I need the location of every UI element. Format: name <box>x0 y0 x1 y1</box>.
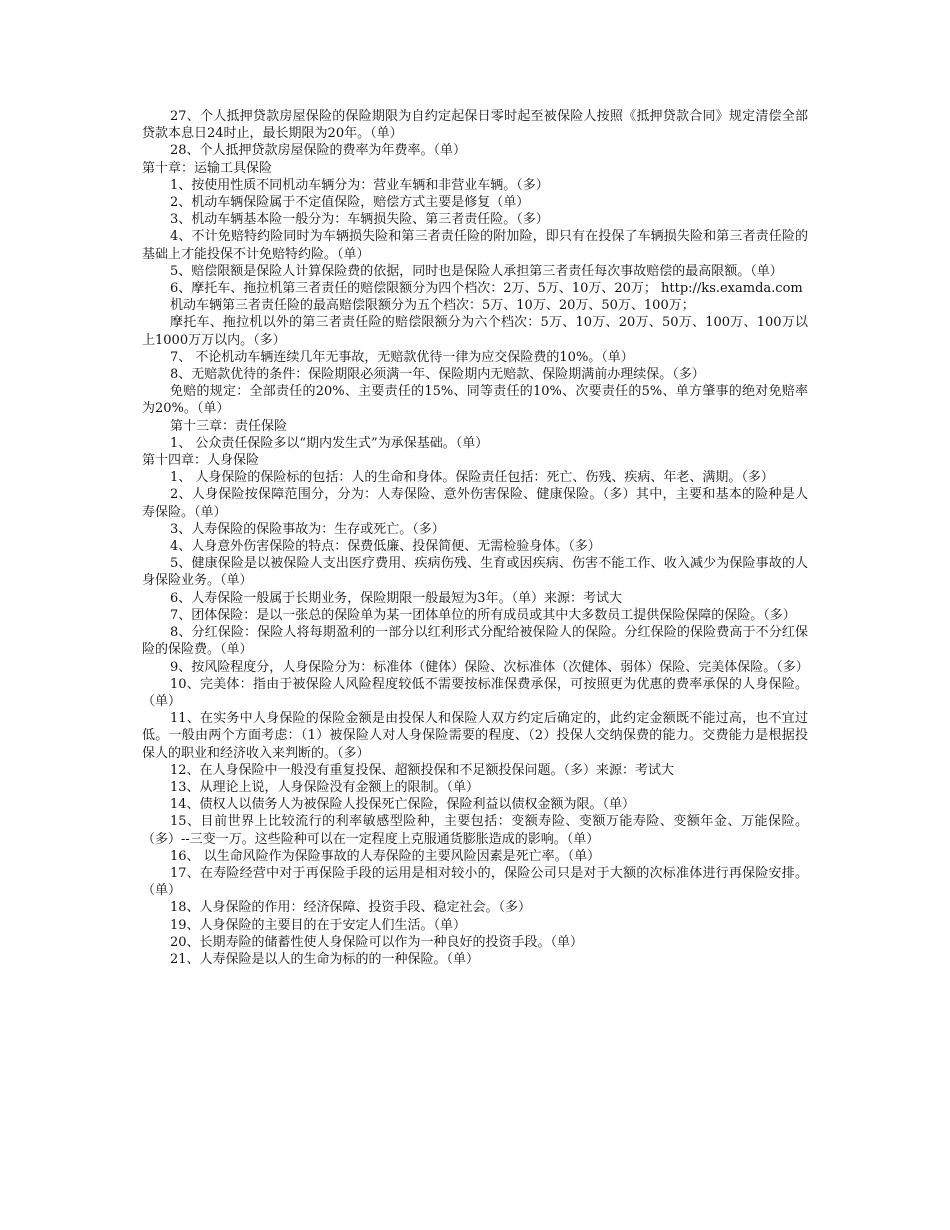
paragraph: 16、 以生命风险作为保险事故的人寿保险的主要风险因素是死亡率。（单） <box>170 848 601 864</box>
paragraph: 5、健康保险是以被保险人支出医疗费用、疾病伤残、生育或因疾病、伤害不能工作、收入减少为保险事故的人身保险业务。（单） <box>142 556 808 589</box>
paragraph: 2、机动车辆保险属于不定值保险，赔偿方式主要是修复（单） <box>170 195 530 211</box>
paragraph: 12、在人身保险中一般没有重复投保、超额投保和不足额投保问题。（多）来源：考试大 <box>170 762 675 778</box>
paragraph: 机动车辆第三者责任险的最高赔偿限额分为五个档次：5万、10万、20万、50万、100万； <box>170 298 695 314</box>
paragraph: 1、 公众责任保险多以“期内发生式”为承保基础。（单） <box>170 435 489 451</box>
paragraph: 8、分红保险：保险人将每期盈利的一部分以红利形式分配给被保险人的保险。分红保险的保险费高于不分红保险的保险费。（单） <box>142 625 808 658</box>
chapter-heading: 第十四章：人身保险 <box>142 453 260 469</box>
paragraph: 5、赔偿限额是保险人计算保险费的依据，同时也是保险人承担第三者责任每次事故赔偿的最高限额。（单） <box>170 263 783 279</box>
paragraph: 1、按使用性质不同机动车辆分为：营业车辆和非营业车辆。（多） <box>170 177 549 193</box>
paragraph: 14、债权人以债务人为被保险人投保死亡保险，保险利益以债权金额为限。（单） <box>170 797 636 813</box>
paragraph: 13、从理论上说，人身保险没有金额上的限制。（单） <box>170 779 480 795</box>
paragraph: 10、完美体：指由于被保险人风险程度较低不需要按标准保费承保，可按照更为优惠的费率承保的人身保险。（单） <box>142 676 808 709</box>
paragraph: 7、 不论机动车辆连续几年无事故，无赔款优待一律为应交保险费的10%。（单） <box>170 349 634 365</box>
paragraph: 18、人身保险的作用：经济保障、投资手段、稳定社会。（多） <box>170 900 532 916</box>
paragraph: 21、人寿保险是以人的生命为标的的一种保险。（单） <box>170 951 480 967</box>
chapter-heading: 第十章：运输工具保险 <box>142 160 273 176</box>
paragraph: 17、在寿险经营中对于再保险手段的运用是相对较小的，保险公司只是对于大额的次标准体进行再保险安排。（单） <box>142 865 808 899</box>
paragraph: 6、摩托车、拖拉机第三者责任的赔偿限额分为四个档次：2万、5万、10万、20万； http://ks.examda.com <box>170 281 803 297</box>
paragraph: 6、人寿保险一般属于长期业务，保险期限一般最短为3年。（单）来源：考试大 <box>170 590 623 606</box>
paragraph: 4、不计免赔特约险同时为车辆损失险和第三者责任险的附加险，即只有在投保了车辆损失险和第三者责任险的基础上才能投保不计免赔特约险。（单） <box>142 229 808 262</box>
paragraph: 9、按风险程度分，人身保险分为：标准体（健体）保险、次标准体（次健体、弱体）保险、完美体保险。（多） <box>170 659 809 675</box>
paragraph: 11、在实务中人身保险的保险金额是由投保人和保险人双方约定后确定的，此约定金额既不能过高，也不宜过低。一般由两个方面考虑：（1）被保险人对人身保险需要的程度、（2）投保人交纳保费的能力。交费能力是根据投保人的职业和经济收入来判断的。（多） <box>142 711 808 761</box>
paragraph: 4、人身意外伤害保险的特点：保费低廉、投保简便、无需检验身体。（多） <box>170 539 601 555</box>
paragraph: 8、无赔款优待的条件：保险期限必须满一年、保险期内无赔款、保险期满前办理续保。（多） <box>170 367 705 383</box>
paragraph: 28、个人抵押贷款房屋保险的费率为年费率。（单） <box>170 143 467 159</box>
paragraph: 免赔的规定：全部责任的20%、主要责任的15%、同等责任的10%、次要责任的5%、单方肇事的绝对免赔率为20%。（单） <box>142 384 808 417</box>
paragraph: 15、目前世界上比较流行的利率敏感型险种，主要包括：变额寿险、变额万能寿险、变额年金、万能保险。（多）--三变一万。这些险种可以在一定程度上克服通货膨胀造成的影响。（单） <box>142 814 808 847</box>
paragraph: 1、 人身保险的保险标的包括：人的生命和身体。保险责任包括：死亡、伤残、疾病、年老、满期。（多） <box>170 470 774 486</box>
document-body <box>142 108 808 968</box>
paragraph: 3、机动车辆基本险一般分为：车辆损失险、第三者责任险。（多） <box>170 212 549 228</box>
paragraph: 7、团体保险：是以一张总的保险单为某一团体单位的所有成员或其中大多数员工提供保险保障的保险。（多） <box>170 607 796 623</box>
paragraph: 摩托车、拖拉机以外的第三者责任险的赔偿限额分为六个档次：5万、10万、20万、50万、100万、100万以上1000万万以内。（多） <box>142 315 808 348</box>
paragraph: 3、人寿保险的保险事故为：生存或死亡。（多） <box>170 521 445 537</box>
paragraph: 19、人身保险的主要目的在于安定人们生活。（单） <box>170 917 467 933</box>
paragraph: 20、长期寿险的储蓄性使人身保险可以作为一种良好的投资手段。（单） <box>170 934 584 950</box>
paragraph: 27、个人抵押贷款房屋保险的保险期限为自约定起保日零时起至被保险人按照《抵押贷款合同》规定清偿全部贷款本息日24时止，最长期限为20年。（单） <box>142 109 808 142</box>
paragraph: 2、人身保险按保障范围分，分为：人寿保险、意外伤害保险、健康保险。（多）其中，主要和基本的险种是人寿保险。（单） <box>142 487 808 520</box>
chapter-heading: 第十三章：责任保险 <box>170 418 288 434</box>
